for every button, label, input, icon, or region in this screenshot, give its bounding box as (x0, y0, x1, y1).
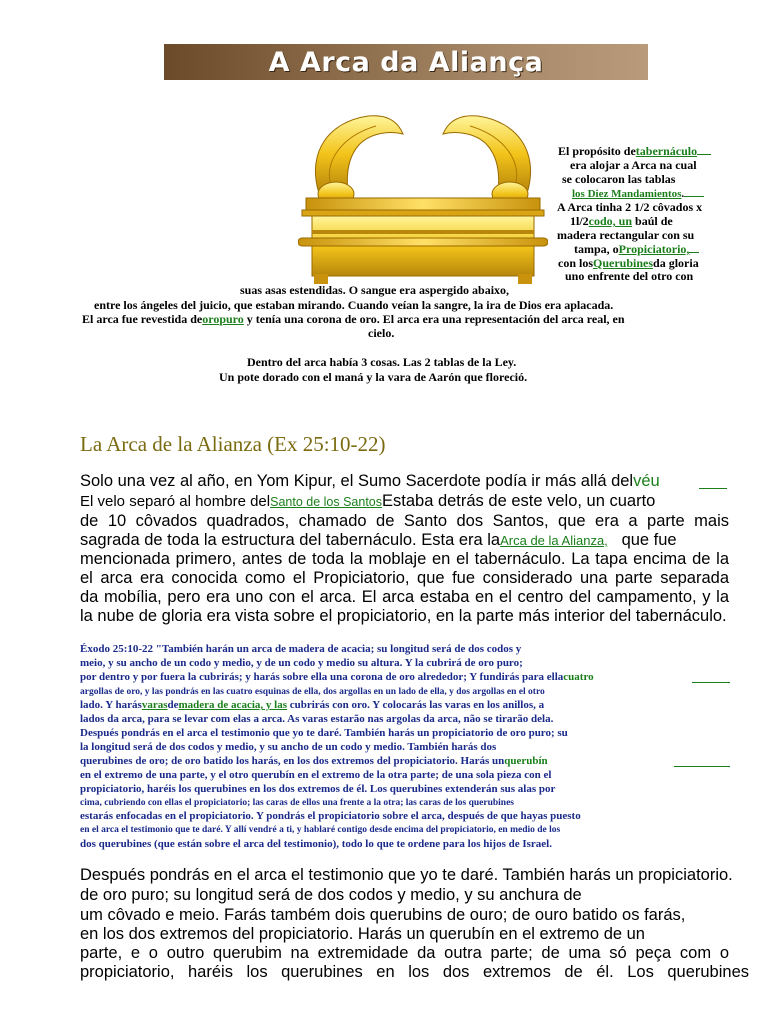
holy-of-holies-link[interactable]: Santo de los Santos (270, 495, 382, 509)
paragraph-line: en los dos extremos del propiciatorio. Harás un querubín en el extremo de un (80, 925, 645, 943)
paragraph-line: El velo separó al hombre delSanto de los SantosEstaba detrás de este velo, un cuarto (80, 492, 656, 510)
link-underline (699, 488, 727, 489)
paragraph-line: Solo una vez al año, en Yom Kipur, el Sumo Sacerdote podía ir más allá delvéu (80, 472, 660, 490)
section-title: La Arca de la Alianza (Ex 25:10-22) (80, 432, 386, 456)
intro-center-line: Un pote dorado con el maná y la vara de Aarón que floreció. (219, 370, 528, 384)
intro-center-line: suas asas estendidas. O sangue era aspergido abaixo, (240, 283, 510, 297)
page-banner (164, 44, 648, 80)
link-underline (692, 682, 730, 683)
paragraph-line: el arca era conocida como el Propiciatorio, que fue considerado una parte separada (80, 569, 729, 587)
intro-line: tampa, oPropiciatorio, (574, 242, 699, 256)
mercy-seat-link[interactable]: Propiciatorio, (618, 242, 690, 256)
intro-line: era alojar a Arca na cual (570, 158, 697, 172)
paragraph-line: sagrada de toda la estructura del tabernáculo. Esta era laArca de la Alianza, que fue (80, 531, 677, 549)
quote-line: por dentro y por fuera la cubrirás; y harás sobre ella una corona de oro alrededor; Y fundirás para ellacuatro (80, 671, 594, 683)
intro-center-line: El arca fue revestida deoropuro y tenía una corona de oro. El arca era una representación del arca real, en (82, 312, 625, 326)
intro-line: A Arca tinha 2 1/2 côvados x (557, 200, 703, 214)
intro-line: madera rectangular con su (557, 228, 695, 242)
paragraph-line: mencionada primero, antes de toda la moblaje en el tabernáculo. La tapa encima de la (80, 550, 729, 568)
quote-line: propiciatorio, haréis los querubines en los dos extremos de él. Los querubines extenderán sus alas por (80, 783, 556, 795)
cubit-link[interactable]: codo, un (588, 214, 633, 228)
four-link[interactable]: cuatro (563, 671, 594, 683)
link-underline (674, 766, 730, 767)
quote-line: dos querubines (que están sobre el arca del testimonio), todo lo que te ordene para los hijos de Israel. (80, 838, 552, 850)
paragraph-line: um côvado e meio. Farás também dois querubins de ouro; de ouro batido os farás, (80, 906, 686, 924)
paragraph-line: de oro puro; su longitud será de dos codos y medio, y su anchura de (80, 886, 582, 904)
intro-center-line: Dentro del arca había 3 cosas. Las 2 tablas de la Ley. (247, 355, 517, 369)
intro-text: El propósito de (558, 144, 636, 158)
cherubim-link[interactable]: Querubines (593, 256, 654, 270)
quote-line: en el extremo de una parte, y el otro querubín en el extremo de la otra parte; de una sola pieza con el (80, 769, 552, 781)
intro-center-line: entre los ángeles del juicio, que estaban mirando. Cuando veían la sangre, la ira de Dios era aplacada. (94, 298, 614, 312)
quote-line: cima, cubriendo con ellas el propiciatorio; las caras de ellos una frente a la otra; las caras de los querubines (80, 798, 514, 808)
quote-line: lado. Y harásvarasdemadera de acacia, y las cubrirás con oro. Y colocarás las varas en los anillos, a (80, 699, 545, 711)
intro-center-line: cielo. (368, 326, 395, 340)
banner-title: A Arca da Aliança (268, 46, 544, 78)
paragraph-line: la nube de gloria era vista sobre el propiciatorio, en la parte más interior del tabernáculo. (80, 607, 727, 625)
paragraph-line: da mobília, pero era uno con el arca. El arca estaba en el centro del campamento, y la (80, 588, 729, 606)
intro-line: uno enfrente del otro con (565, 269, 694, 283)
tabernacle-link[interactable]: tabernáculo (635, 144, 698, 158)
intro-line: 1l/2codo, un baúl de (570, 214, 673, 228)
intro-line: se colocaron las tablas (562, 172, 676, 186)
quote-line: lados da arca, para se levar com elas a arca. As varas estarão nas argolas da arca, não se tirarão dela. (80, 713, 554, 725)
veil-link[interactable]: véu (633, 472, 660, 490)
quote-line: estarás enfocadas en el propiciatorio. Y pondrás el propiciatorio sobre el arca, después de que hayas puesto (80, 810, 581, 822)
intro-line: con losQuerubinesda gloria (558, 256, 699, 270)
pure-link[interactable]: puro (219, 312, 244, 326)
gold-link[interactable]: oro (202, 312, 220, 326)
quote-line: Después pondrás en el arca el testimonio que yo te daré. También harás un propiciatorio de oro puro; su (80, 727, 568, 739)
intro-line: los Diez Mandamientos. (572, 186, 704, 201)
quote-line: querubines de oro; de oro batido los harás, en los dos extremos del propiciatorio. Harás unquerubín (80, 755, 548, 767)
paragraph-line: de 10 côvados quadrados, chamado de Santo dos Santos, que era a parte mais (80, 512, 729, 530)
paragraph-line: propiciatorio, haréis los querubines en los dos extremos de él. Los querubines (80, 963, 749, 981)
cherub-link[interactable]: querubín (504, 755, 548, 767)
acacia-wood-link[interactable]: madera de acacia, y las (178, 699, 287, 711)
quote-line: argollas de oro, y las pondrás en las cuatro esquinas de ella, dos argollas en un lado de ella, y dos argollas en el otro (80, 687, 545, 697)
ten-commandments-link[interactable]: los Diez Mandamientos (572, 188, 682, 200)
quote-line: Éxodo 25:10-22 "También harán un arca de madera de acacia; su longitud será de dos codos y (80, 643, 522, 655)
poles-link[interactable]: varas (141, 699, 168, 711)
paragraph-line: Después pondrás en el arca el testimonio que yo te daré. También harás un propiciatorio. (80, 866, 733, 884)
paragraph-line: parte, e o outro querubim na extremidade da outra parte; de uma só peça com o (80, 944, 729, 962)
quote-line: en el arca el testimonio que te daré. Y allí vendré a ti, y hablaré contigo desde encima del propiciatorio, en medio de los (80, 825, 561, 835)
intro-line (558, 144, 711, 158)
quote-line: meio, y su ancho de un codo y medio, y de un codo y medio su altura. Y la cubrirá de oro puro; (80, 657, 523, 669)
ark-of-covenant-image (298, 112, 548, 284)
ark-of-covenant-link[interactable]: Arca de la Alianza, (500, 533, 608, 548)
quote-line: la longitud será de dos codos y medio, y su ancho de un codo y medio. También harás dos (80, 741, 497, 753)
